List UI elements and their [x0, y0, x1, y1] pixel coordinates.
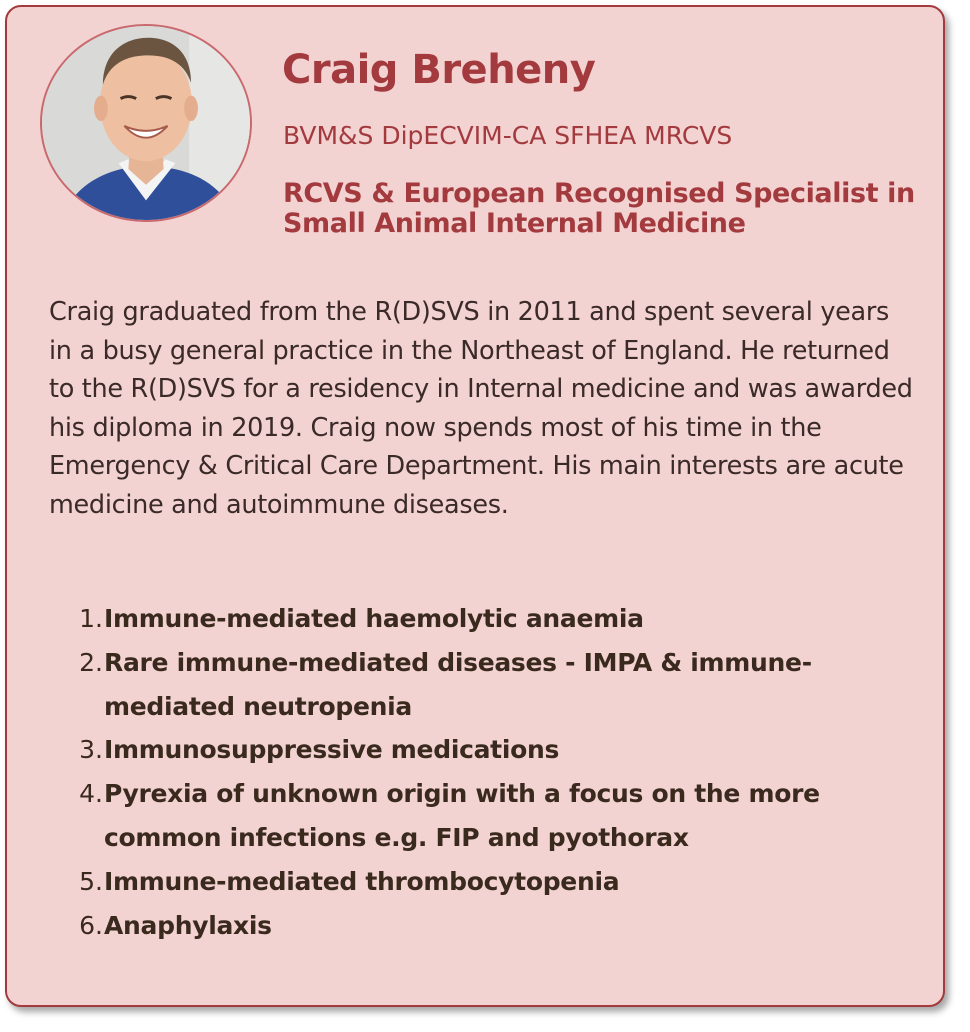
- speaker-name: Craig Breheny: [282, 47, 596, 93]
- list-item-text: Anaphylaxis: [104, 910, 272, 940]
- list-item-text: Pyrexia of unknown origin with a focus on the more common infections e.g. FIP and pyothorax: [104, 779, 820, 852]
- list-item-number: 2.: [79, 647, 103, 677]
- biography: Craig graduated from the R(D)SVS in 2011 and spent several years in a busy general practice in the Northeast of England. He returned to the R(D)SVS for a residency in Internal medicine and was awarded his diploma in 2019. Craig now spends most of his time in the Emergency & Critical Care Department. His main interests are acute medicine and autoimmune diseases.: [49, 297, 913, 520]
- specialist-title: RCVS & European Recognised Specialist in Small Animal Internal Medicine: [283, 178, 915, 239]
- list-item: [67, 641, 927, 729]
- list-item: [67, 904, 927, 948]
- person-photo-icon: [42, 26, 250, 220]
- list-item-text: Immune-mediated thrombocytopenia: [104, 866, 620, 896]
- profile-photo: [40, 24, 252, 222]
- list-item: [67, 772, 927, 860]
- list-item-number: 4.: [79, 779, 103, 809]
- interests-list: [67, 597, 927, 947]
- list-item: [67, 860, 927, 904]
- qualifications: BVM&S DipECVIM-CA SFHEA MRCVS: [283, 121, 733, 150]
- list-item-text: Immunosuppressive medications: [104, 735, 560, 765]
- list-item-number: 6.: [79, 910, 103, 940]
- list-item-number: 5.: [79, 866, 103, 896]
- list-item-text: Immune-mediated haemolytic anaemia: [104, 604, 644, 633]
- list-item-number: 3.: [79, 735, 103, 765]
- list-item: [67, 728, 927, 772]
- speaker-card: [5, 5, 945, 1007]
- list-item: [67, 597, 927, 641]
- list-item-number: 1.: [79, 604, 103, 633]
- list-item-text: Rare immune-mediated diseases - IMPA & immune-mediated neutropenia: [104, 647, 812, 721]
